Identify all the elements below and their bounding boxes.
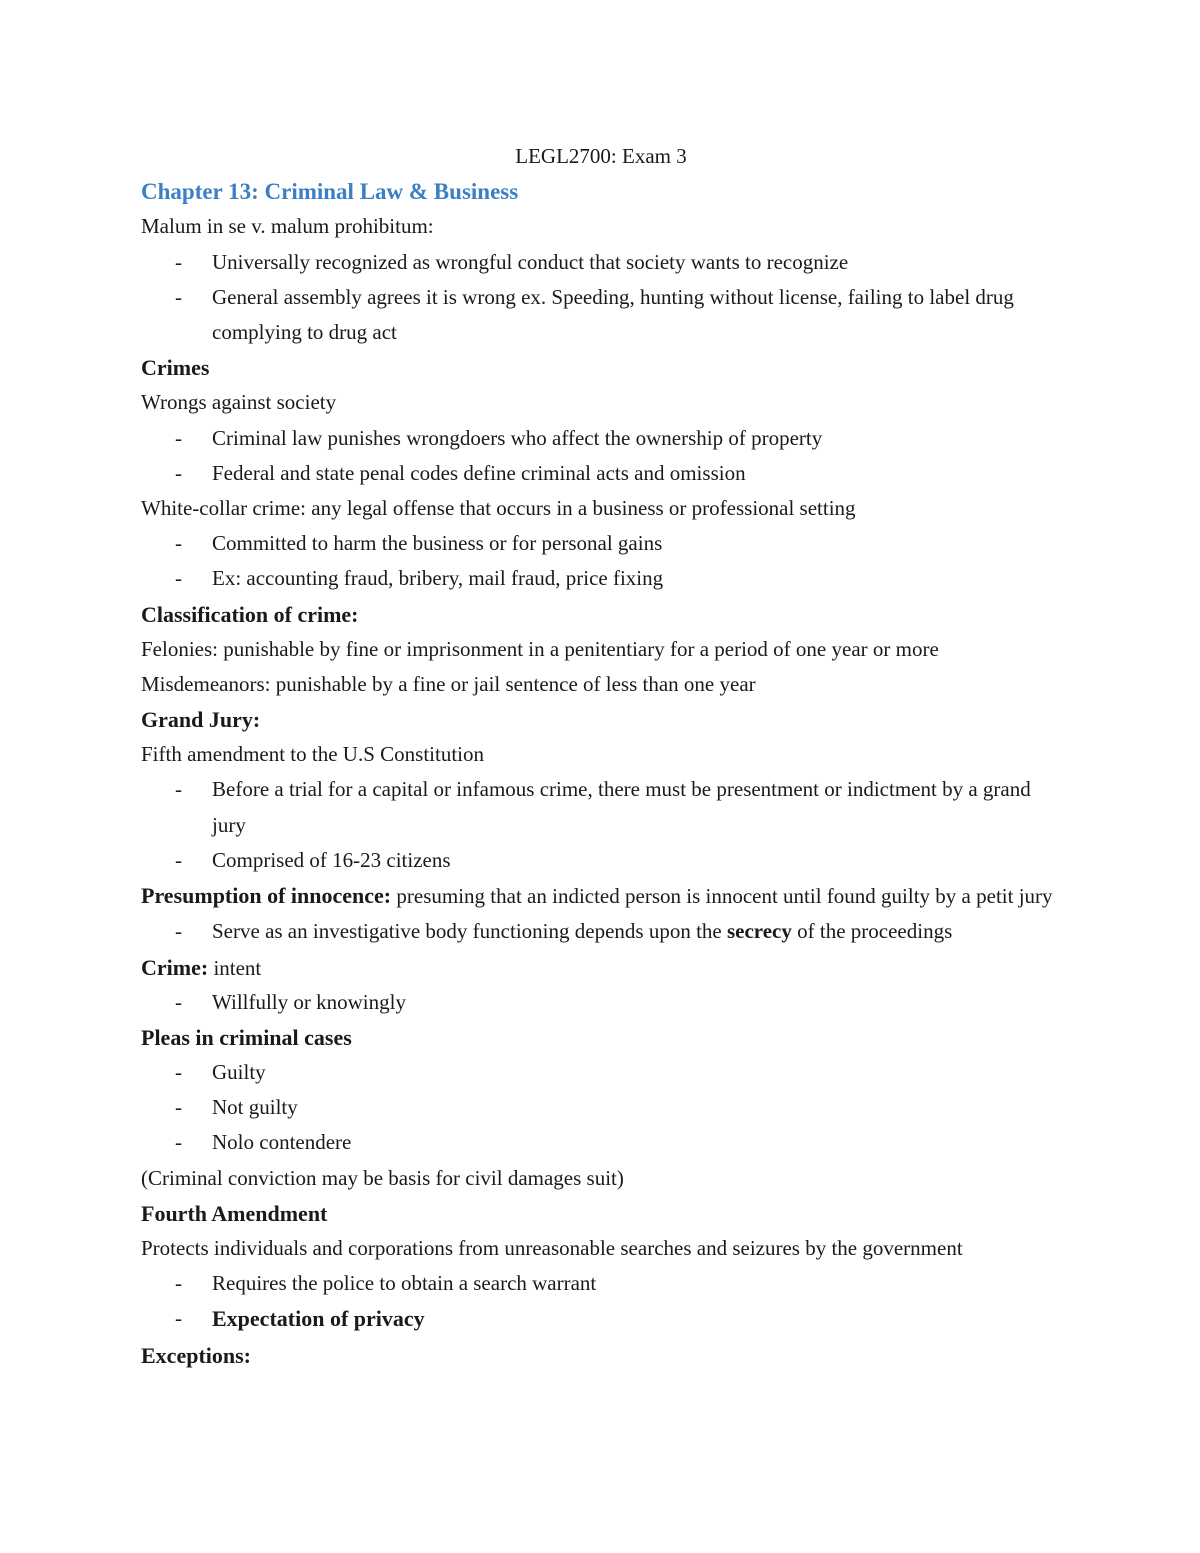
- malum-text: Malum in se v. malum prohibitum:: [141, 214, 434, 239]
- presumption-label: Presumption of innocence:: [141, 883, 392, 909]
- list-item: - Before a trial for a capital or infamous crime, there must be presentment or indictment by a grand jury: [175, 777, 1031, 837]
- crime-intent-paragraph: Crime: intent: [141, 954, 262, 980]
- expectation-of-privacy: Expectation of privacy: [212, 1306, 425, 1332]
- crime-label: Crime:: [141, 954, 209, 980]
- section-heading-grand-jury: Grand Jury:: [141, 707, 261, 733]
- grand-jury-text: Fifth amendment to the U.S Constitution: [141, 742, 484, 767]
- list-item: - Federal and state penal codes define criminal acts and omission: [175, 460, 746, 485]
- felonies-text: Felonies: punishable by fine or imprisonment in a penitentiary for a period of one year or more: [141, 636, 939, 661]
- section-heading-crimes: Crimes: [141, 355, 210, 381]
- list-item: - Guilty: [175, 1060, 266, 1085]
- list-item: - Nolo contendere: [175, 1130, 352, 1155]
- list-item: - Requires the police to obtain a search warrant: [175, 1271, 597, 1296]
- section-heading-exceptions: Exceptions:: [141, 1342, 251, 1368]
- list-item: - Not guilty: [175, 1095, 298, 1120]
- list-item: - Universally recognized as wrongful conduct that society wants to recognize: [175, 249, 849, 274]
- white-collar-text: White-collar crime: any legal offense that occurs in a business or professional setting: [141, 495, 856, 520]
- misdemeanors-text: Misdemeanors: punishable by a fine or jail sentence of less than one year: [141, 671, 756, 696]
- document-body: [141, 139, 1061, 1373]
- presumption-paragraph: Presumption of innocence: presuming that an indicted person is innocent until found guilty by a petit jury: [141, 883, 1053, 909]
- list-item: - Criminal law punishes wrongdoers who affect the ownership of property: [175, 425, 823, 450]
- list-item: - Comprised of 16-23 citizens: [175, 847, 451, 872]
- list-item: - Serve as an investigative body functioning depends upon the secrecy of the proceedings: [175, 919, 953, 944]
- pleas-note: (Criminal conviction may be basis for civil damages suit): [141, 1165, 624, 1190]
- list-item: - Ex: accounting fraud, bribery, mail fraud, price fixing: [175, 566, 664, 591]
- crimes-text: Wrongs against society: [141, 390, 337, 415]
- secrecy-emphasis: secrecy: [726, 919, 792, 944]
- list-item: - Committed to harm the business or for personal gains: [175, 531, 663, 556]
- fourth-amendment-text: Protects individuals and corporations from unreasonable searches and seizures by the government: [141, 1236, 963, 1261]
- list-item: - General assembly agrees it is wrong ex. Speeding, hunting without license, failing to label drug complying to drug act: [175, 284, 1014, 344]
- section-heading-fourth-amendment: Fourth Amendment: [141, 1200, 328, 1226]
- chapter-heading: Chapter 13: Criminal Law & Business: [141, 179, 519, 205]
- list-item: - Expectation of privacy: [175, 1306, 425, 1332]
- section-heading-pleas: Pleas in criminal cases: [141, 1024, 352, 1050]
- section-heading-classification: Classification of crime:: [141, 601, 359, 627]
- list-item: - Willfully or knowingly: [175, 989, 406, 1014]
- document-title: LEGL2700: Exam 3: [515, 144, 687, 168]
